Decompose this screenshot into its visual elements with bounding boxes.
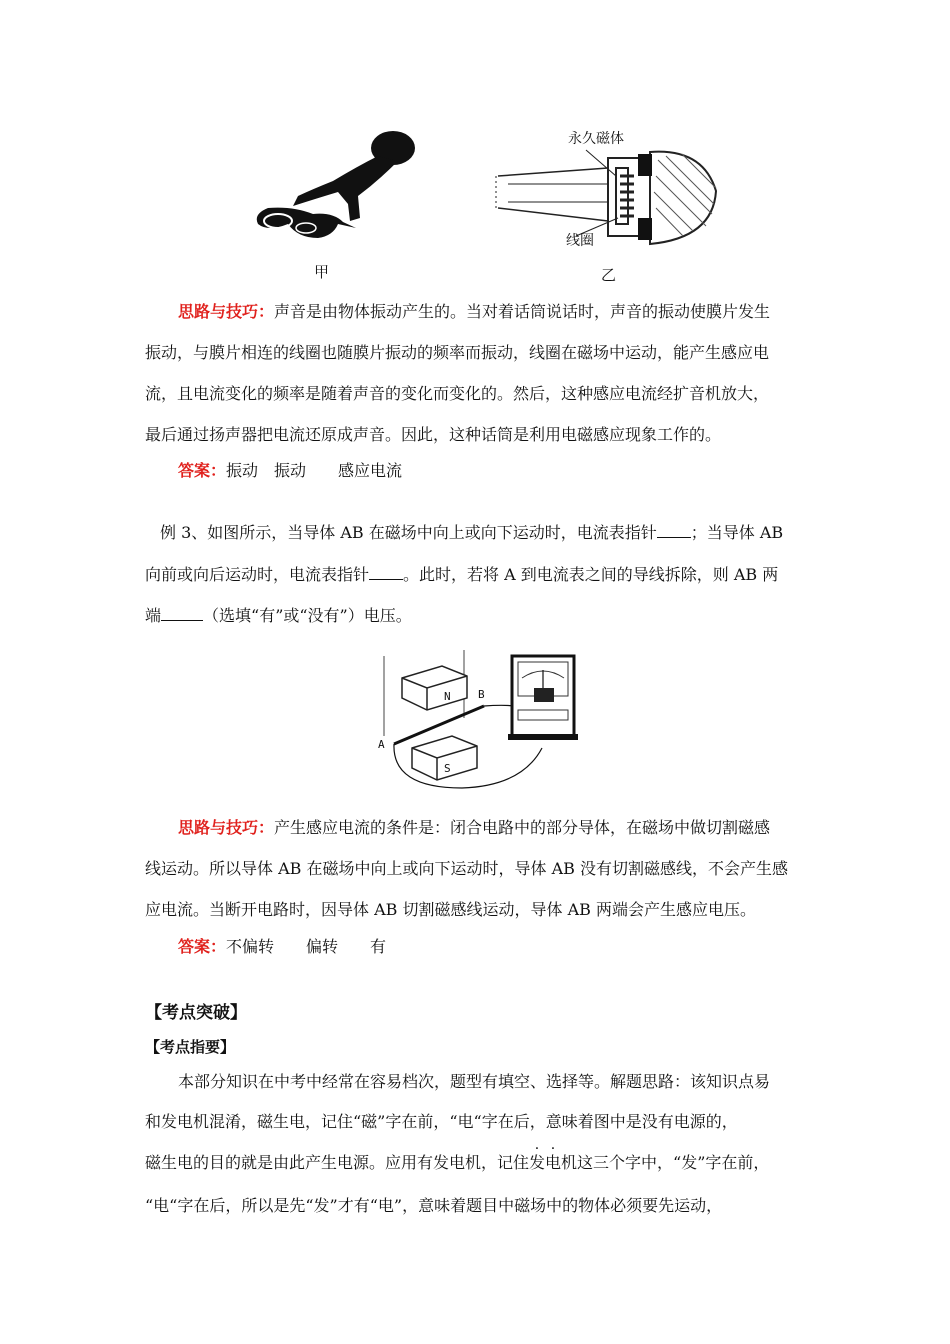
question-line-2 [145,565,778,585]
answer3-text: 不偏转 偏转 有 [226,937,387,956]
question-text-1a: 例 3、如图所示，当导体 AB 在磁场中向上或向下运动时，电流表指针 [160,523,657,542]
induction-apparatus-image [372,648,592,796]
section-body-line-2: 和发电机混淆，磁生电，记住“磁”字在前，“电“字在后，意味着图中是没有电源的， [145,1112,738,1131]
question-line-3 [145,606,412,626]
answer-text: 振动 振动 感应电流 [226,461,403,480]
answer3-line [178,937,386,957]
tips-label: 思路与技巧： [178,302,275,321]
tips3-text: 产生感应电流的条件是：闭合电路中的部分导体，在磁场中做切割磁感 [274,818,771,837]
tips-paragraph-line-1 [178,302,770,322]
pole-s-label: S [444,762,451,775]
emphasis-word-2: 电 [545,1153,562,1172]
section-body-line-4: “电“字在后，所以是先“发”才有“电”，意味着题目中磁场中的物体必须要先运动， [145,1196,723,1215]
emphasis-word-1: 发 [529,1153,546,1172]
section-body-line-3-text: 磁生电的目的就是由此产生电源。应用有发电机，记住 [145,1153,530,1172]
tips3-label: 思路与技巧： [178,818,275,837]
conductor-end-b-label: B [478,688,485,701]
tips-text: 声音是由物体振动产生的。当对着话筒说话时，声音的振动使膜片发生 [274,302,771,321]
microphone-photo-image [238,126,428,246]
question-text-3b: （选填“有”或“没有”）电压。 [203,606,412,625]
microphone-diagram-image [488,146,728,251]
question-text-2a: 向前或向后运动时，电流表指针 [145,565,370,584]
tips-paragraph-line-4: 最后通过扬声器把电流还原成声音。因此，这种话筒是利用电磁感应现象工作的。 [145,425,722,444]
tips3-paragraph-line-1 [178,818,770,838]
microphone-figure [230,118,730,290]
tips-paragraph-line-2: 振动，与膜片相连的线圈也随膜片振动的频率而振动，线圈在磁场中运动，能产生感应电 [145,343,770,362]
pole-n-label: N [444,690,451,703]
answer3-label: 答案： [178,937,227,956]
answer-label: 答案： [178,461,227,480]
question-text-1b: ；当导体 AB [690,523,784,542]
figure-label-b: 乙 [601,266,617,284]
answer-line [178,461,402,481]
conductor-end-a-label: A [378,738,385,751]
question-text-2b: 。此时，若将 A 到电流表之间的导线拆除，则 AB 两 [403,565,779,584]
tips-paragraph-line-3: 流，且电流变化的频率是随着声音的变化而变化的。然后，这种感应电流经扩音机放大， [145,384,770,403]
tips3-paragraph-line-3: 应电流。当断开电路时，因导体 AB 切割磁感线运动，导体 AB 两端会产生感应电压。 [145,900,756,919]
section-body-line-3-rest: 机这三个字中，“发”字在前， [561,1153,770,1172]
answer-blank-1[interactable] [657,523,691,538]
section-subtitle: 【考点指要】 [145,1038,236,1056]
tips3-paragraph-line-2: 线运动。所以导体 AB 在磁场中向上或向下运动时，导体 AB 没有切割磁感线，不会产生感 [145,859,788,878]
section-body-line-3 [145,1153,769,1173]
section-body-line-1: 本部分知识在中考中经常在容易档次，题型有填空、选择等。解题思路：该知识点易 [178,1072,771,1091]
question-text-3a: 端 [145,606,162,625]
answer-blank-3[interactable] [161,606,203,621]
question-line-1 [160,523,783,543]
figure-label-a: 甲 [314,263,330,281]
answer-blank-2[interactable] [369,565,403,580]
label-permanent-magnet: 永久磁体 [568,131,624,147]
section-title: 【考点突破】 [145,1003,247,1023]
label-coil: 线圈 [566,233,594,249]
